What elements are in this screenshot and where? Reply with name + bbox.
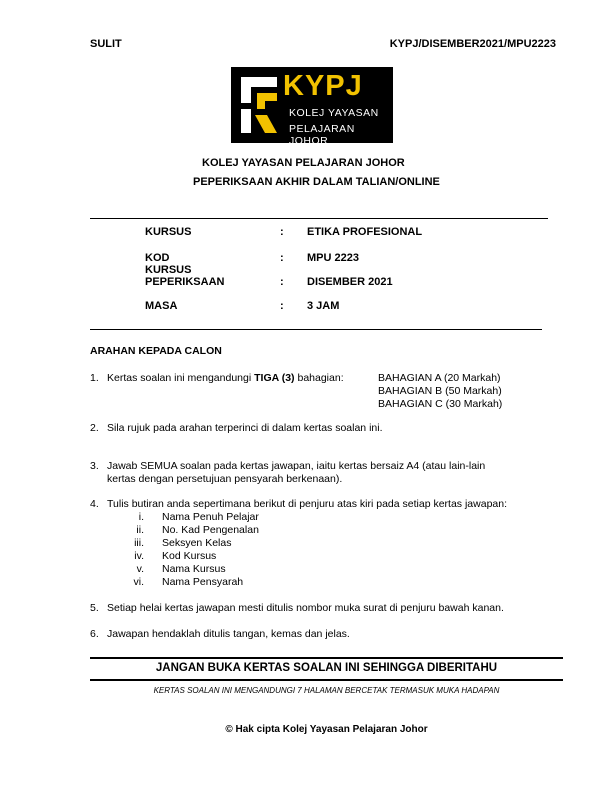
- course-code-label: KOD KURSUS: [145, 252, 192, 276]
- item-text: Sila rujuk pada arahan terperinci di dalam kertas soalan ini.: [107, 422, 383, 434]
- roman-numeral: v.: [136, 563, 144, 575]
- item-text: Setiap helai kertas jawapan mesti ditulis nombor muka surat di penjuru bawah kanan.: [107, 602, 504, 614]
- warning-top-rule: [90, 657, 563, 659]
- roman-numeral: iii.: [134, 537, 144, 549]
- logo-line-1: KOLEJ YAYASAN: [289, 107, 379, 119]
- instructions-title: ARAHAN KEPADA CALON: [90, 345, 222, 357]
- exam-session-label: PEPERIKSAAN: [145, 276, 225, 288]
- exam-title: PEPERIKSAAN AKHIR DALAM TALIAN/ONLINE: [193, 176, 440, 188]
- duration-value: 3 JAM: [307, 300, 340, 312]
- item-number: 3.: [90, 460, 99, 472]
- subitem-text: Kod Kursus: [162, 550, 217, 562]
- pages-note: KERTAS SOALAN INI MENGANDUNGI 7 HALAMAN BERCETAK TERMASUK MUKA HADAPAN: [153, 686, 500, 695]
- item-number: 2.: [90, 422, 99, 434]
- course-value: ETIKA PROFESIONAL: [307, 226, 423, 238]
- kypj-logo: [231, 67, 393, 147]
- logo-emblem-icon: [237, 73, 281, 137]
- divider-bottom: [90, 329, 542, 330]
- item-number: 6.: [90, 628, 99, 640]
- course-colon: :: [280, 226, 284, 238]
- subitem-text: Nama Pensyarah: [162, 576, 244, 588]
- course-label: KURSUS: [145, 226, 192, 238]
- subitem-text: Seksyen Kelas: [162, 537, 232, 549]
- item-text: [107, 372, 344, 385]
- item-text-line-2: kertas dengan persetujuan pensyarah berkenaan).: [107, 473, 343, 485]
- course-code-colon: :: [280, 252, 284, 264]
- item-text-post: bahagian:: [294, 372, 344, 384]
- logo-brand-text: KYPJ: [283, 70, 363, 102]
- exam-session-colon: :: [280, 276, 284, 288]
- item-text-line-1: Jawab SEMUA soalan pada kertas jawapan, iaitu kertas bersaiz A4 (atau lain-lain: [107, 460, 486, 472]
- divider-top: [90, 218, 548, 219]
- header-left-label: SULIT: [90, 38, 122, 50]
- section-c: BAHAGIAN C (30 Markah): [378, 398, 503, 410]
- institution-name: KOLEJ YAYASAN PELAJARAN JOHOR: [202, 157, 405, 169]
- section-b: BAHAGIAN B (50 Markah): [378, 385, 502, 397]
- item-number: 5.: [90, 602, 99, 614]
- section-list: [378, 372, 502, 411]
- roman-numeral: iv.: [134, 550, 144, 562]
- logo-line-2: PELAJARAN JOHOR: [289, 123, 355, 147]
- subitem-text: Nama Kursus: [162, 563, 226, 575]
- duration-label: MASA: [145, 300, 178, 312]
- item-text: Tulis butiran anda sepertimana berikut di penjuru atas kiri pada setiap kertas jawapan:: [107, 498, 508, 510]
- item-text-pre: Kertas soalan ini mengandungi: [107, 372, 255, 384]
- section-a: BAHAGIAN A (20 Markah): [378, 372, 501, 384]
- warning-banner: JANGAN BUKA KERTAS SOALAN INI SEHINGGA DIBERITAHU: [155, 662, 498, 674]
- subitem-text: Nama Penuh Pelajar: [162, 511, 259, 523]
- roman-numeral: vi.: [133, 576, 144, 588]
- item-text: Jawapan hendaklah ditulis tangan, kemas dan jelas.: [107, 628, 350, 640]
- header-reference-code: KYPJ/DISEMBER2021/MPU2223: [389, 38, 556, 50]
- copyright-notice: © Hak cipta Kolej Yayasan Pelajaran Johor: [225, 724, 428, 735]
- roman-numeral: ii.: [136, 524, 144, 536]
- exam-session-value: DISEMBER 2021: [307, 276, 393, 288]
- subitem-text: No. Kad Pengenalan: [162, 524, 259, 536]
- course-code-value: MPU 2223: [307, 252, 359, 264]
- item-number: 4.: [90, 498, 99, 510]
- duration-colon: :: [280, 300, 284, 312]
- warning-bottom-rule: [90, 679, 563, 681]
- item-text-bold: TIGA (3): [254, 372, 295, 384]
- item-number: 1.: [90, 372, 99, 384]
- roman-numeral: i.: [138, 511, 144, 523]
